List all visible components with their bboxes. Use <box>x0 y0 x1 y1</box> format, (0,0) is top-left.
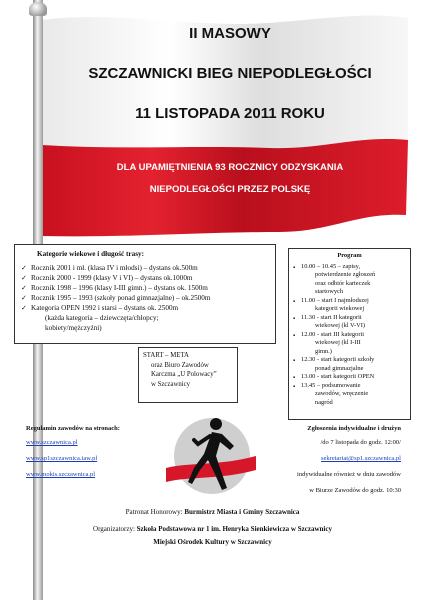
program-box <box>288 248 411 420</box>
start-line-4: w Szczawnicy <box>151 380 191 388</box>
program-item: ▪ 13.45 – podsumowanie zawodów, wręczenie nagród <box>293 381 369 406</box>
square-bullet-icon: ▪ <box>293 298 296 305</box>
registration-title: Zgłoszenia indywidualne i drużyn <box>307 425 401 432</box>
link-mokis[interactable]: www.mokis.szczawnica.pl <box>26 471 96 478</box>
program-item: ▪ 13.00 - start kategorii OPEN <box>293 373 375 381</box>
program-item: ▪ 12.30 - start kategorii szkoły ponad gimnazjalne <box>293 356 375 372</box>
start-line-3: Karczma „U Polowacy” <box>151 371 217 378</box>
start-line-1: START – META <box>143 352 189 359</box>
registration-email-link[interactable]: sekretariat@sp1.szczawnica.pl <box>321 455 401 462</box>
list-item: ✓ Kategoria OPEN 1992 i starsi – dystans ok. 2500m <box>21 304 179 312</box>
square-bullet-icon: ▪ <box>293 375 296 381</box>
list-item: ✓ Rocznik 1998 – 1996 (klasy I-III gimn.) – dystans ok. 1500m <box>21 284 208 292</box>
subtitle-line-2: NIEPODLEGŁOŚCI PRZEZ POLSKĘ <box>149 184 311 195</box>
checkmark-icon: ✓ <box>21 264 27 272</box>
link-szczawnica[interactable]: www.szczawnica.pl <box>26 439 78 446</box>
categories-title: Kategorie wiekowe i długość trasy: <box>37 250 144 258</box>
square-bullet-icon: ▪ <box>293 358 296 364</box>
title-line-3: 11 LISTOPADA 2011 ROKU <box>135 105 325 122</box>
list-item: ✓ Rocznik 1995 – 1993 (szkoły ponad gimnazjalne) – ok.2500m <box>21 294 211 302</box>
patron-label: Patronat Honorowy: <box>125 508 183 516</box>
runner-icon <box>160 410 260 498</box>
square-bullet-icon: ▪ <box>293 332 296 339</box>
categories-list <box>21 263 269 313</box>
patron-line <box>0 508 425 516</box>
subtitle-line-1: DLA UPAMIĘTNIENIA 93 ROCZNICY ODZYSKANIA <box>116 162 344 173</box>
organizer-school: Szkoła Podstawowa nr 1 im. Henryka Sienkiewicza w Szczawnicy <box>136 525 332 533</box>
program-title: Program <box>337 252 362 259</box>
list-item: ✓ Rocznik 2000 - 1999 (klasy V i VI) – dystans ok.1000m <box>21 274 193 282</box>
title-line-1: II MASOWY <box>189 25 271 42</box>
categories-note-2: kobiety/mężczyźni) <box>45 324 102 332</box>
square-bullet-icon: ▪ <box>293 264 296 271</box>
start-meta-box <box>138 347 238 403</box>
list-item: ✓ Rocznik 2001 i mł. (klasa IV i młodsi) – dystans ok.500m <box>21 264 198 272</box>
checkmark-icon: ✓ <box>21 284 27 292</box>
start-line-2: oraz Biuro Zawodów <box>151 361 209 369</box>
categories-box <box>14 244 276 344</box>
square-bullet-icon: ▪ <box>293 383 296 390</box>
checkmark-icon: ✓ <box>21 294 27 302</box>
organizer-culture-center: Miejski Ośrodek Kultury w Szczawnicy <box>153 538 272 546</box>
program-item: ▪ 10.00 – 10.45 – zapisy, potwierdzenie zgłoszeń oraz odbiór karteczek startowych <box>293 262 376 295</box>
organizers-label: Organizatorzy: <box>93 525 135 533</box>
checkmark-icon: ✓ <box>21 304 27 312</box>
categories-note-1: (każda kategoria – dziewczęta/chłopcy; <box>45 314 159 322</box>
rules-title: Regulamin zawodów na stronach: <box>26 425 120 432</box>
checkmark-icon: ✓ <box>21 274 27 282</box>
flag-pole-finial <box>29 2 47 16</box>
registration-deadline: /do 7 listopada do godz. 12:00/ <box>320 439 401 446</box>
patron-name: Burmistrz Miasta i Gminy Szczawnica <box>184 508 300 516</box>
registration-same-day: indywidualne również w dniu zawodów <box>297 471 401 478</box>
registration-office-hours: w Biurze Zawodów do godz. 10:30 <box>309 487 401 494</box>
organizers-line <box>0 525 425 533</box>
title-line-2: SZCZAWNICKI BIEG NIEPODLEGŁOŚCI <box>88 65 372 82</box>
program-item: ▪ 12.00 - start III kategorii wiekowej (kl I-III gimn.) <box>293 330 364 355</box>
link-sp1-szczawnica[interactable]: www.sp1szczawnica.iaw.pl <box>26 455 98 462</box>
program-item: ▪ 11.30 - start II kategorii wiekowej (kl V-VI) <box>293 313 366 329</box>
square-bullet-icon: ▪ <box>293 315 296 322</box>
program-item: ▪ 11.00 – start I najmłodszej kategorii wiekowej <box>293 296 369 312</box>
